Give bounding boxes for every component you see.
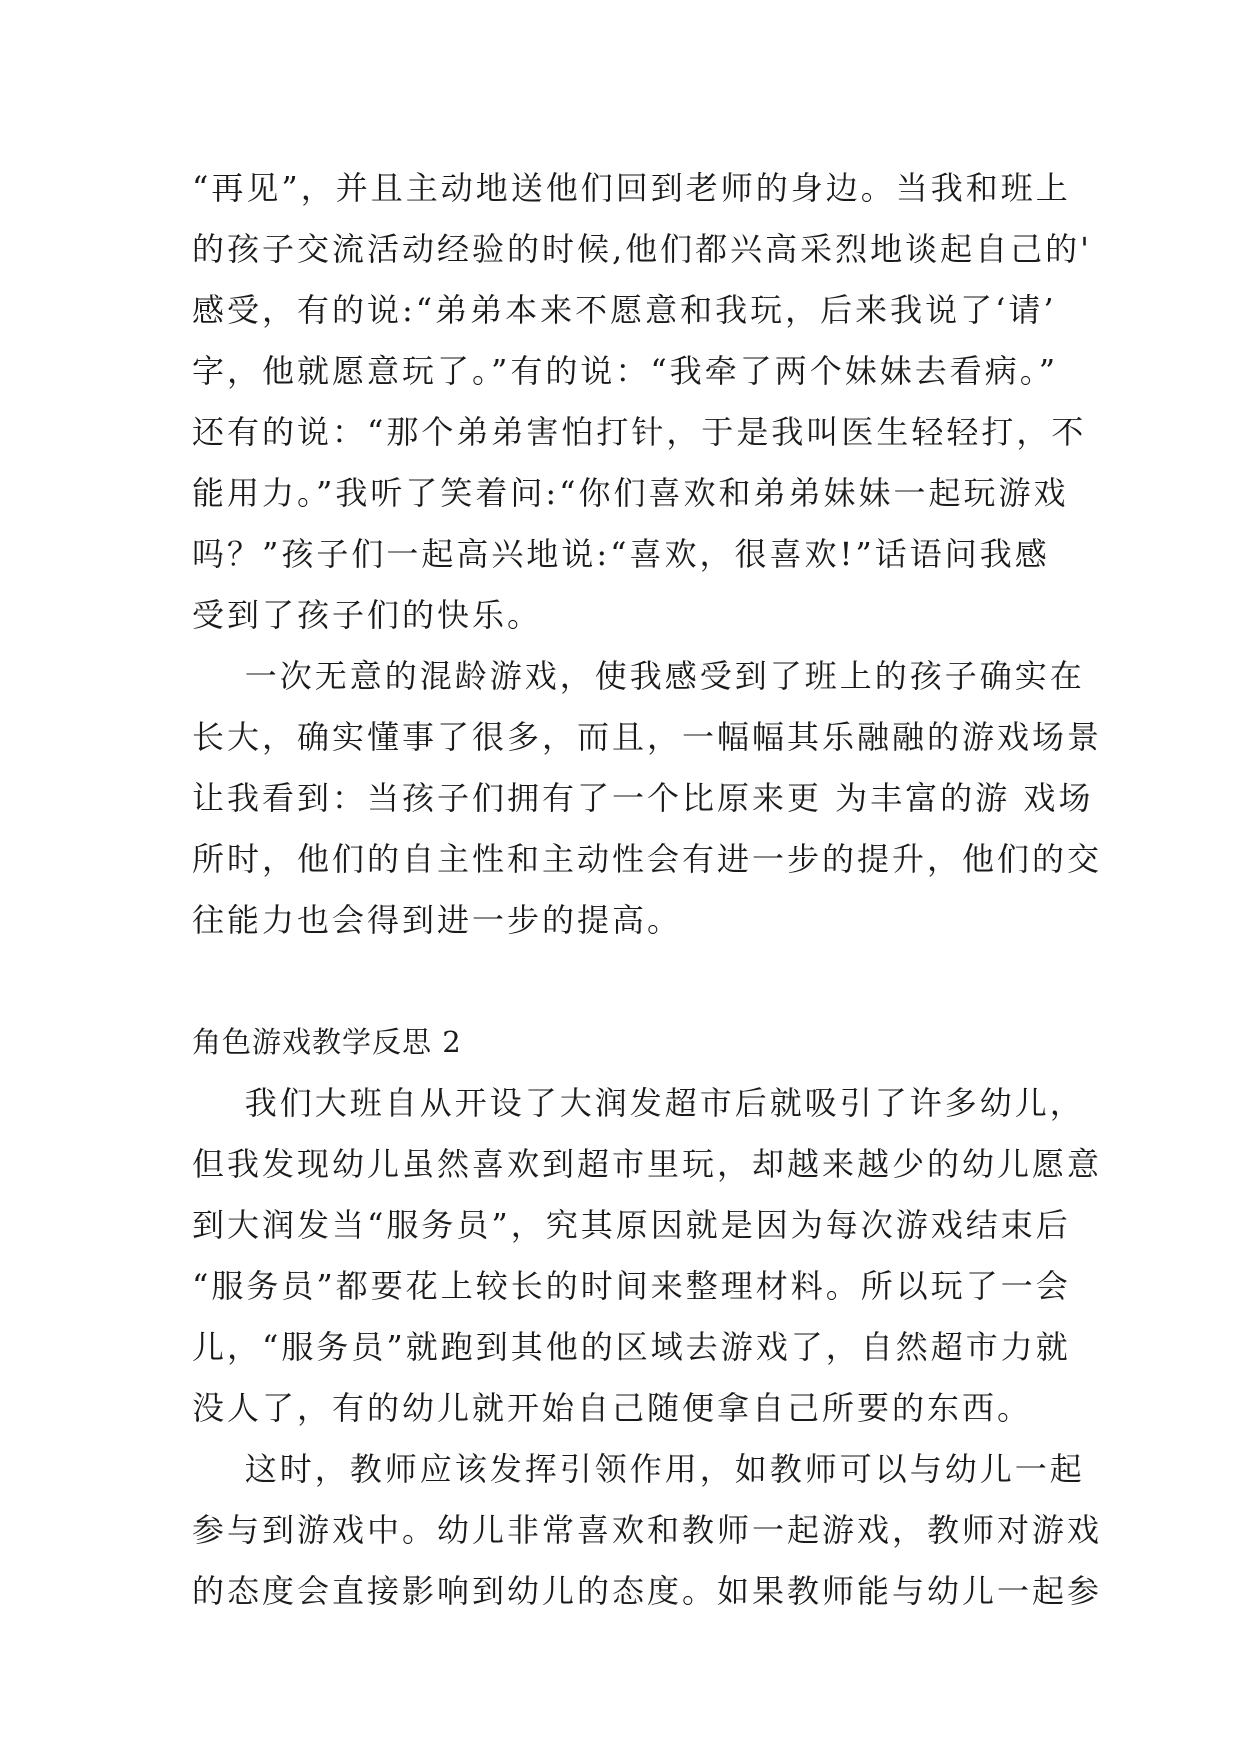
section-heading: 角色游戏教学反思 2 [192,1025,462,1059]
text-line: 但我发现幼儿虽然喜欢到超市里玩，却越来越少的幼儿愿意 [192,1145,1103,1183]
text-line: 字，他就愿意玩了。”有的说：“我牵了两个妹妹去看病。” [192,352,1059,390]
text-line: 长大，确实懂事了很多，而且，一幅幅其乐融融的游戏场景 [192,718,1103,756]
text-line: 能用力。”我听了笑着问:“你们喜欢和弟弟妹妹一起玩游戏 [192,474,1069,512]
text-line: 参与到游戏中。幼儿非常喜欢和教师一起游戏，教师对游戏 [192,1511,1103,1549]
text-line: 受到了孩子们的快乐。 [192,596,543,634]
paragraph-block-1 [192,158,1103,951]
text-line: “服务员”都要花上较长的时间来整理材料。所以玩了一会 [192,1267,1071,1305]
text-line: 儿，“服务员”就跑到其他的区域去游戏了，自然超市力就 [192,1328,1071,1366]
text-line: 让我看到：当孩子们拥有了一个比原来更 为丰富的游 戏场 [192,779,1094,817]
text-line: 到大润发当“服务员”，究其原因就是因为每次游戏结束后 [192,1206,1071,1244]
text-line: 所时，他们的自主性和主动性会有进一步的提升，他们的交 [192,840,1103,878]
text-line: 吗？”孩子们一起高兴地说:“喜欢，很喜欢!”话语问我感 [192,535,1050,573]
text-line: 一次无意的混龄游戏，使我感受到了班上的孩子确实在 [192,657,1085,695]
text-line: 感受，有的说:“弟弟本来不愿意和我玩，后来我说了‘请’ [192,291,1057,329]
text-line: 还有的说：“那个弟弟害怕打针，于是我叫医生轻轻打，不 [192,413,1087,451]
text-line: 没人了，有的幼儿就开始自己随便拿自己所要的东西。 [192,1389,1033,1427]
paragraph-block-2 [192,1073,1103,1622]
text-line: 的孩子交流活动经验的时候,他们都兴高采烈地谈起自己的' [192,230,1092,268]
section-gap [192,951,1052,1012]
text-line: 我们大班自从开设了大润发超市后就吸引了许多幼儿， [192,1084,1085,1122]
document-body [192,158,1103,1622]
text-line: 往能力也会得到进一步的提高。 [192,901,683,939]
text-line: “再见”，并且主动地送他们回到老师的身边。当我和班上 [192,169,1071,207]
text-line: 的态度会直接影响到幼儿的态度。如果教师能与幼儿一起参 [192,1572,1103,1610]
text-line: 这时，教师应该发挥引领作用，如教师可以与幼儿一起 [192,1450,1085,1488]
